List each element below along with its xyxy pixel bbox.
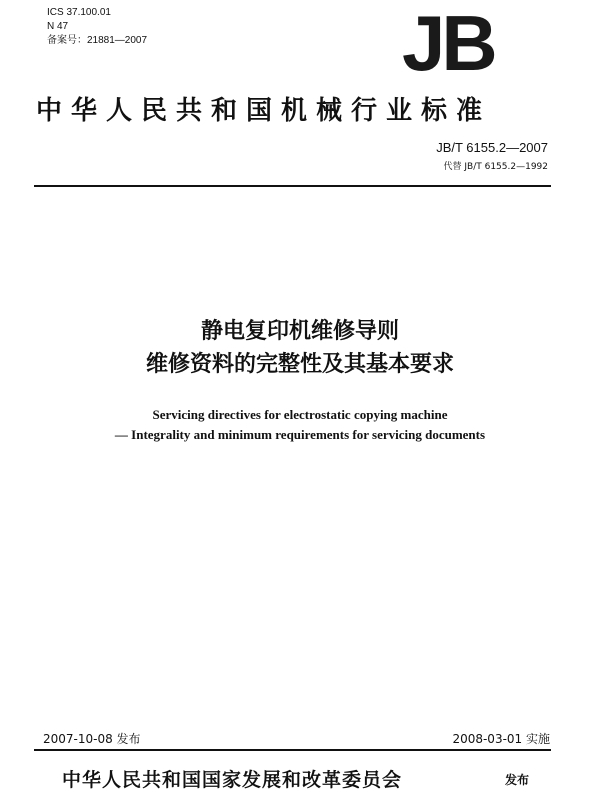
organization-title: 中华人民共和国机械行业标准 xyxy=(36,96,492,126)
ics-code: ICS 37.100.01 xyxy=(47,7,111,18)
classification-code: N 47 xyxy=(47,21,69,32)
header-divider xyxy=(34,185,551,187)
publisher: 中华人民共和国国家发展和改革委员会 xyxy=(62,769,403,791)
footer-divider xyxy=(34,749,551,751)
filing-number: 备案号：21881—2007 xyxy=(47,35,148,46)
chinese-title-line1: 静电复印机维修导则 xyxy=(200,319,399,344)
implementation-date: 2008-03-01 实施 xyxy=(452,732,550,746)
chinese-title-line2: 维修资料的完整性及其基本要求 xyxy=(145,352,454,377)
english-title-line2: — Integrality and minimum requirements for servicing documents xyxy=(114,427,486,442)
publisher-suffix: 发布 xyxy=(505,773,530,787)
jb-logo xyxy=(400,6,520,74)
issue-date: 2007-10-08 发布 xyxy=(43,732,141,746)
meta-block xyxy=(47,6,147,48)
replaces-standard: 代替 JB/T 6155.2—1992 xyxy=(443,162,548,172)
english-title-line1: Servicing directives for electrostatic copying machine xyxy=(152,407,448,422)
standard-number: JB/T 6155.2—2007 xyxy=(436,140,548,155)
logo-text: JB xyxy=(402,6,494,74)
